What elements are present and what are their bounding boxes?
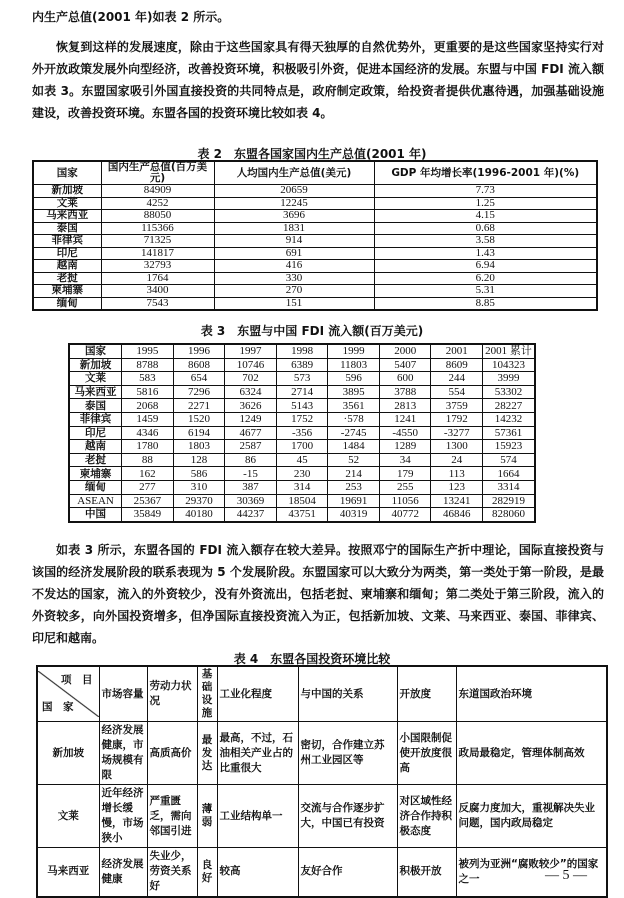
value-cell: 2068 [122, 399, 174, 413]
table-row [37, 722, 607, 785]
value-cell: 3561 [328, 399, 380, 413]
value-cell: 44237 [225, 508, 277, 522]
column-header: 1996 [173, 344, 225, 358]
country-cell: 缅甸 [33, 297, 101, 310]
table-header-row [37, 666, 607, 722]
value-cell: 314 [276, 480, 328, 494]
table-row [69, 358, 535, 372]
value-cell: 严重匮乏，需向邻国引进 [147, 785, 197, 848]
value-cell: 4252 [101, 197, 214, 210]
value-cell: 1241 [379, 412, 431, 426]
value-cell: 5816 [122, 385, 174, 399]
value-cell: 7.73 [374, 185, 597, 198]
value-cell: 1752 [276, 412, 328, 426]
value-cell: 3759 [431, 399, 483, 413]
value-cell: 15923 [483, 440, 535, 454]
value-cell: 被列为亚洲“腐败较少”的国家之一 [456, 848, 607, 897]
value-cell: 3895 [328, 385, 380, 399]
table-row [69, 385, 535, 399]
table-row [33, 210, 597, 223]
country-cell: 柬埔寨 [69, 467, 122, 481]
column-header: 国家 [33, 161, 101, 185]
column-header: 与中国的关系 [298, 666, 397, 722]
value-cell: 128 [173, 453, 225, 467]
value-cell: 3314 [483, 480, 535, 494]
value-cell: 43751 [276, 508, 328, 522]
value-cell: 3.58 [374, 235, 597, 248]
value-cell: 151 [214, 297, 374, 310]
value-cell: 20659 [214, 185, 374, 198]
value-cell: 6.20 [374, 272, 597, 285]
country-cell: 新加坡 [33, 185, 101, 198]
value-cell: 3400 [101, 285, 214, 298]
value-cell: 35849 [122, 508, 174, 522]
value-cell: 84909 [101, 185, 214, 198]
value-cell: -356 [276, 426, 328, 440]
value-cell: 654 [173, 372, 225, 386]
value-cell: 270 [214, 285, 374, 298]
value-cell: 40180 [173, 508, 225, 522]
value-cell: -2745 [328, 426, 380, 440]
value-cell: 1459 [122, 412, 174, 426]
value-cell: 230 [276, 467, 328, 481]
paragraph-2: 如表 3 所示，东盟各国的 FDI 流入额存在较大差异。按照邓宁的国际生产折中理论，国际直接投资与该国的经济发展阶段的联系表现为 5 个发展阶段。东盟国家可以大致分为两类，第一类处于第一阶段，是最不发达的国家，流入的外资较少，没有外资流出，包括老挝、柬埔寨和缅甸；第二类处于第三阶段，流入的外资较多，向外国投资增多，但净国际直接投资流入为正，包括新加坡、文莱、马来西亚、泰国、菲律宾、印尼和越南。 [32, 543, 604, 645]
value-cell: 30369 [225, 494, 277, 508]
country-cell: 老挝 [33, 272, 101, 285]
value-cell: 11803 [328, 358, 380, 372]
value-cell: 经济发展健康，市场规模有限 [99, 722, 147, 785]
value-cell: 最高，不过，石油相关产业占的比重很大 [217, 722, 298, 785]
value-cell: 7296 [173, 385, 225, 399]
column-header: 劳动力状况 [147, 666, 197, 722]
value-cell: 失业少，劳资关系好 [147, 848, 197, 897]
value-cell: 3696 [214, 210, 374, 223]
value-cell: 2271 [173, 399, 225, 413]
value-cell: 52 [328, 453, 380, 467]
country-cell: 泰国 [33, 222, 101, 235]
value-cell: 19691 [328, 494, 380, 508]
value-cell: 10746 [225, 358, 277, 372]
value-cell: 586 [173, 467, 225, 481]
value-cell: 8.85 [374, 297, 597, 310]
country-cell: 新加坡 [69, 358, 122, 372]
page-number: — 5 — [545, 868, 587, 883]
value-cell: 良好 [197, 848, 217, 897]
value-cell: 薄弱 [197, 785, 217, 848]
table-2-gdp [32, 160, 598, 311]
value-cell: 4677 [225, 426, 277, 440]
value-cell: 1700 [276, 440, 328, 454]
table-header-row [33, 161, 597, 185]
value-cell: 高质高价 [147, 722, 197, 785]
value-cell: 1780 [122, 440, 174, 454]
value-cell: 1803 [173, 440, 225, 454]
value-cell: 214 [328, 467, 380, 481]
country-cell: 老挝 [69, 453, 122, 467]
value-cell: 53302 [483, 385, 535, 399]
paragraph-intro: 内生产总值(2001 年)如表 2 所示。 [32, 10, 230, 24]
value-cell: 255 [379, 480, 431, 494]
column-header: 国家 [69, 344, 122, 358]
value-cell: 经济发展健康 [99, 848, 147, 897]
table-row [69, 508, 535, 522]
column-header: 市场容量 [99, 666, 147, 722]
table-row [33, 297, 597, 310]
value-cell: 8788 [122, 358, 174, 372]
value-cell: 86 [225, 453, 277, 467]
value-cell: 密切，合作建立苏州工业园区等 [298, 722, 397, 785]
value-cell: 11056 [379, 494, 431, 508]
corner-top-label: 项 目 [61, 674, 93, 686]
value-cell: 5.31 [374, 285, 597, 298]
column-header: 开放度 [397, 666, 456, 722]
column-header: 1998 [276, 344, 328, 358]
value-cell: 32793 [101, 260, 214, 273]
value-cell: 3999 [483, 372, 535, 386]
table-row [69, 467, 535, 481]
value-cell: 573 [276, 372, 328, 386]
country-cell: 泰国 [69, 399, 122, 413]
value-cell: 友好合作 [298, 848, 397, 897]
country-cell: 缅甸 [69, 480, 122, 494]
table-row [33, 272, 597, 285]
value-cell: 4346 [122, 426, 174, 440]
value-cell: 828060 [483, 508, 535, 522]
column-header: GDP 年均增长率(1996-2001 年)(%) [374, 161, 597, 185]
value-cell: 574 [483, 453, 535, 467]
value-cell: 244 [431, 372, 483, 386]
column-header: 工业化程度 [217, 666, 298, 722]
value-cell: 46846 [431, 508, 483, 522]
value-cell: 2587 [225, 440, 277, 454]
value-cell: 596 [328, 372, 380, 386]
value-cell: 积极开放 [397, 848, 456, 897]
value-cell: 57361 [483, 426, 535, 440]
value-cell: 88 [122, 453, 174, 467]
country-cell: 马来西亚 [33, 210, 101, 223]
value-cell: 914 [214, 235, 374, 248]
column-header: 国内生产总值(百万美元) [101, 161, 214, 185]
value-cell: 600 [379, 372, 431, 386]
table-row [69, 480, 535, 494]
value-cell: 13241 [431, 494, 483, 508]
country-cell: 中国 [69, 508, 122, 522]
table-row [69, 372, 535, 386]
table2-caption: 表 2 东盟各国家国内生产总值(2001 年) [197, 147, 427, 161]
value-cell: 6324 [225, 385, 277, 399]
value-cell: 3788 [379, 385, 431, 399]
value-cell: 最发达 [197, 722, 217, 785]
country-cell: 新加坡 [37, 722, 99, 785]
value-cell: 277 [122, 480, 174, 494]
value-cell: 702 [225, 372, 277, 386]
value-cell: 较高 [217, 848, 298, 897]
value-cell: 416 [214, 260, 374, 273]
value-cell: 近年经济增长缓慢，市场狭小 [99, 785, 147, 848]
country-cell: 越南 [69, 440, 122, 454]
value-cell: 1249 [225, 412, 277, 426]
value-cell: 8609 [431, 358, 483, 372]
value-cell: -15 [225, 467, 277, 481]
value-cell: -4550 [379, 426, 431, 440]
value-cell: 162 [122, 467, 174, 481]
value-cell: 179 [379, 467, 431, 481]
value-cell: 88050 [101, 210, 214, 223]
value-cell: 282919 [483, 494, 535, 508]
value-cell: 18504 [276, 494, 328, 508]
value-cell: 310 [173, 480, 225, 494]
table-row [69, 440, 535, 454]
table-row [37, 848, 607, 897]
value-cell: 387 [225, 480, 277, 494]
value-cell: ·578 [328, 412, 380, 426]
value-cell: 14232 [483, 412, 535, 426]
value-cell: 1520 [173, 412, 225, 426]
value-cell: 6194 [173, 426, 225, 440]
column-header: 2001 累计 [483, 344, 535, 358]
table-row [33, 260, 597, 273]
value-cell: 115366 [101, 222, 214, 235]
value-cell: 253 [328, 480, 380, 494]
value-cell: 交流与合作逐步扩大，中国已有投资 [298, 785, 397, 848]
value-cell: 1764 [101, 272, 214, 285]
column-header: 1995 [122, 344, 174, 358]
country-cell: 印尼 [33, 247, 101, 260]
corner-bottom-label: 国 家 [42, 701, 74, 713]
value-cell: 583 [122, 372, 174, 386]
value-cell: 对区域性经济合作持积极态度 [397, 785, 456, 848]
value-cell: 1.43 [374, 247, 597, 260]
value-cell: 5407 [379, 358, 431, 372]
table-row [33, 235, 597, 248]
value-cell: 1300 [431, 440, 483, 454]
value-cell: 1792 [431, 412, 483, 426]
value-cell: 0.68 [374, 222, 597, 235]
table-row [69, 494, 535, 508]
country-cell: 文莱 [37, 785, 99, 848]
value-cell: 28227 [483, 399, 535, 413]
column-header: 2001 [431, 344, 483, 358]
table-row [69, 453, 535, 467]
table4-caption: 表 4 东盟各国投资环境比较 [233, 652, 391, 666]
value-cell: 工业结构单一 [217, 785, 298, 848]
table-row [69, 426, 535, 440]
value-cell: 554 [431, 385, 483, 399]
value-cell: 8608 [173, 358, 225, 372]
country-cell: ASEAN [69, 494, 122, 508]
corner-cell [37, 666, 99, 722]
value-cell: 1664 [483, 467, 535, 481]
country-cell: 文莱 [69, 372, 122, 386]
value-cell: 141817 [101, 247, 214, 260]
value-cell: 3626 [225, 399, 277, 413]
value-cell: 12245 [214, 197, 374, 210]
table3-caption: 表 3 东盟与中国 FDI 流入额(百万美元) [200, 324, 424, 338]
value-cell: 2813 [379, 399, 431, 413]
value-cell: 1.25 [374, 197, 597, 210]
value-cell: 6.94 [374, 260, 597, 273]
value-cell: 29370 [173, 494, 225, 508]
value-cell: 6389 [276, 358, 328, 372]
table-header-row [69, 344, 535, 358]
value-cell: 104323 [483, 358, 535, 372]
value-cell: 71325 [101, 235, 214, 248]
value-cell: 691 [214, 247, 374, 260]
value-cell: 1831 [214, 222, 374, 235]
value-cell: 4.15 [374, 210, 597, 223]
value-cell: -3277 [431, 426, 483, 440]
value-cell: 反腐力度加大，重视解决失业问题，国内政局稳定 [456, 785, 607, 848]
country-cell: 马来西亚 [37, 848, 99, 897]
value-cell: 政局最稳定，管理体制高效 [456, 722, 607, 785]
country-cell: 马来西亚 [69, 385, 122, 399]
column-header: 人均国内生产总值(美元) [214, 161, 374, 185]
value-cell: 24 [431, 453, 483, 467]
table-row [69, 412, 535, 426]
table-row [33, 247, 597, 260]
table-row [33, 222, 597, 235]
country-cell: 柬埔寨 [33, 285, 101, 298]
country-cell: 印尼 [69, 426, 122, 440]
value-cell: 1484 [328, 440, 380, 454]
value-cell: 45 [276, 453, 328, 467]
table-4-investment-environment [36, 665, 608, 898]
value-cell: 40319 [328, 508, 380, 522]
table-row [33, 197, 597, 210]
country-cell: 菲律宾 [69, 412, 122, 426]
table-3-fdi [68, 343, 536, 523]
column-header: 1997 [225, 344, 277, 358]
country-cell: 文莱 [33, 197, 101, 210]
value-cell: 113 [431, 467, 483, 481]
value-cell: 34 [379, 453, 431, 467]
column-header: 东道国政治环境 [456, 666, 607, 722]
value-cell: 2714 [276, 385, 328, 399]
table-row [33, 285, 597, 298]
table-row [69, 399, 535, 413]
paragraph-1: 恢复到这样的发展速度，除由于这些国家具有得天独厚的自然优势外，更重要的是这些国家坚持实行对外开放政策发展外向型经济，改善投资环境，积极吸引外资，促进本国经济的发展。东盟与中国 FDI 流入额如表 3。东盟国家吸引外国直接投资的共同特点是，政府制定政策，给投资者提供优惠待遇，加强基础设施建设，改善投资环境。东盟各国的投资环境比较如表 4。 [32, 40, 604, 120]
value-cell: 123 [431, 480, 483, 494]
value-cell: 小国限制促使开放度很高 [397, 722, 456, 785]
column-header: 1999 [328, 344, 380, 358]
value-cell: 5143 [276, 399, 328, 413]
value-cell: 330 [214, 272, 374, 285]
column-header: 2000 [379, 344, 431, 358]
country-cell: 菲律宾 [33, 235, 101, 248]
country-cell: 越南 [33, 260, 101, 273]
table-row [37, 785, 607, 848]
column-header: 基础设施 [197, 666, 217, 722]
value-cell: 40772 [379, 508, 431, 522]
value-cell: 1289 [379, 440, 431, 454]
value-cell: 25367 [122, 494, 174, 508]
value-cell: 7543 [101, 297, 214, 310]
table-row [33, 185, 597, 198]
